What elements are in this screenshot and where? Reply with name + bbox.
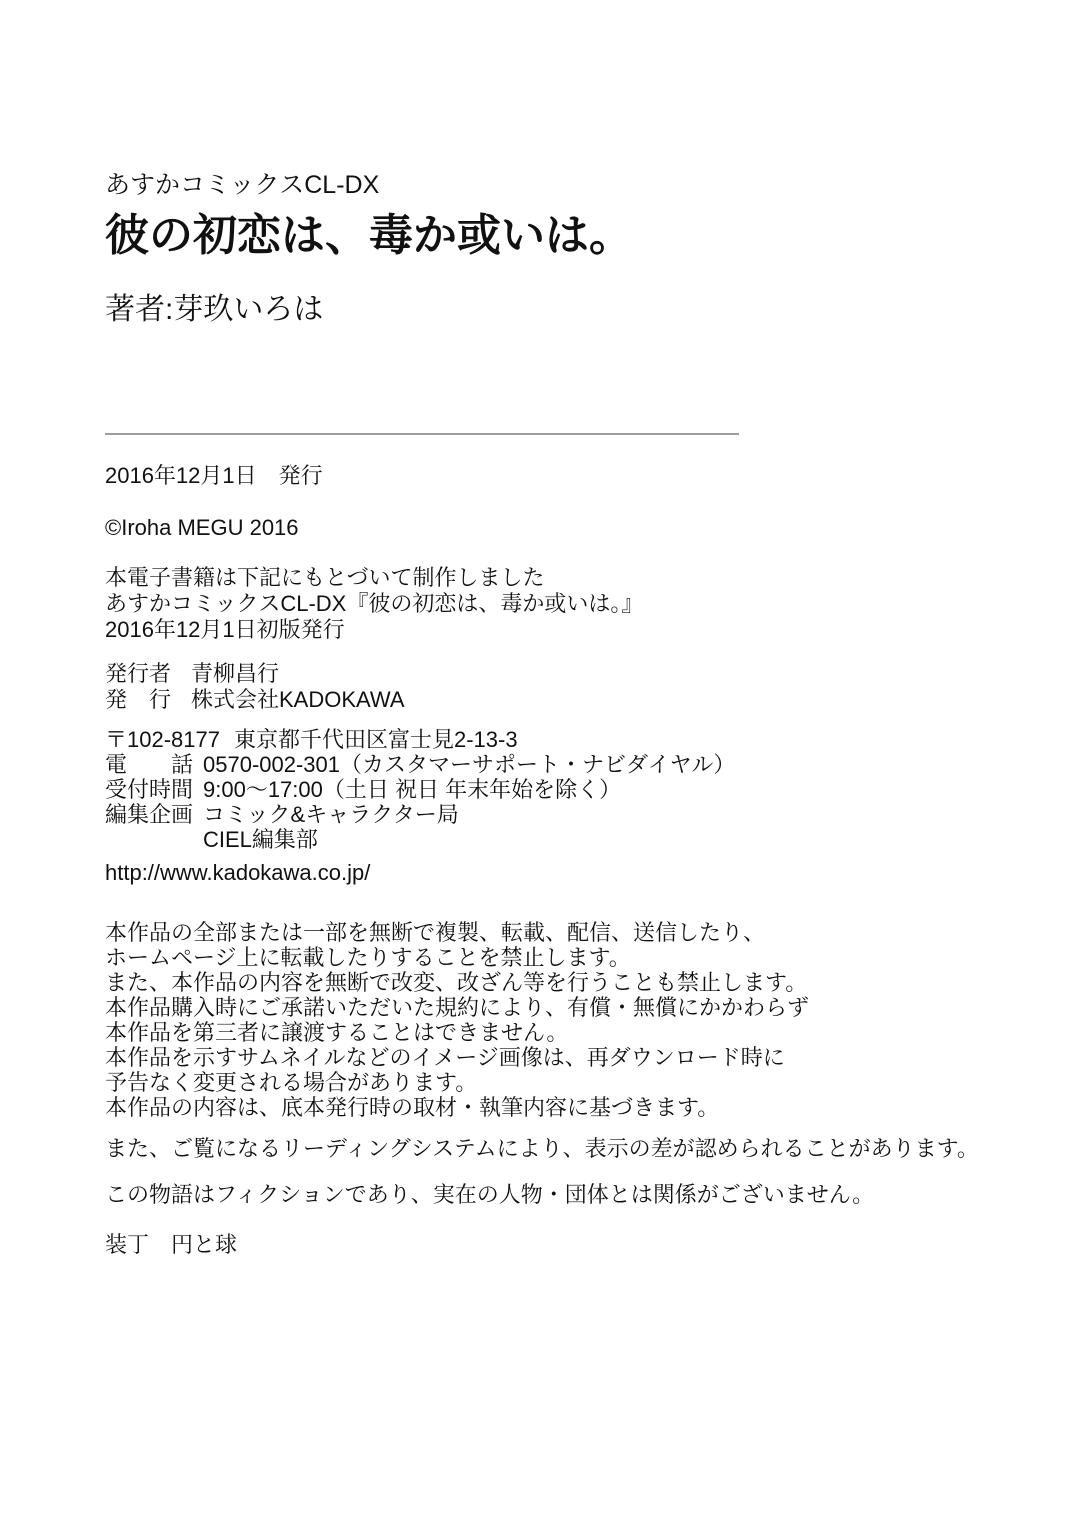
row-label: 受付時間 <box>105 777 194 802</box>
legal-text-line: 本作品の全部または一部を無断で複製、転載、配信、送信したり、 <box>105 920 766 945</box>
book-title: 彼の初恋は、毒か或いは。 <box>105 211 633 260</box>
row-value: 9:00～17:00（土日 祝日 年末年始を除く） <box>203 777 622 802</box>
publisher-block <box>105 661 985 713</box>
source-note-line: 2016年12月1日初版発行 <box>105 617 345 642</box>
contact-row <box>105 827 985 852</box>
row-value: CIEL編集部 <box>203 827 318 852</box>
row-value: 青柳昌行 <box>191 661 280 686</box>
source-note <box>105 565 985 643</box>
contact-block <box>105 727 985 852</box>
source-note-line: あすかコミックスCL-DX『彼の初恋は、毒か或いは。』 <box>105 591 644 616</box>
legal-text-line: 本作品を第三者に譲渡することはできません。 <box>105 1020 569 1045</box>
copyright-line: ©Iroha MEGU 2016 <box>105 515 299 540</box>
address-row <box>105 727 985 752</box>
row-value: 東京都千代田区富士見2-13-3 <box>233 727 518 752</box>
source-note-line: 本電子書籍は下記にもとづいて制作しました <box>105 565 545 590</box>
contact-row <box>105 752 985 777</box>
legal-text-line: 本作品購入時にご承諾いただいた規約により、有償・無償にかかわらず <box>105 995 810 1020</box>
row-label: 電 話 <box>105 752 194 777</box>
row-value: 0570-002-301（カスタマーサポート・ナビダイヤル） <box>203 752 736 777</box>
legal-notice <box>105 920 985 1120</box>
contact-row <box>105 802 985 827</box>
author-line: 著者:芽玖いろは <box>105 293 324 326</box>
publisher-row <box>105 661 985 687</box>
legal-text-line: ホームページ上に転載したりすることを禁止します。 <box>105 945 631 970</box>
publication-date: 2016年12月1日 発行 <box>105 463 323 488</box>
row-value: 株式会社KADOKAWA <box>191 687 405 712</box>
row-label: 発 行 <box>105 687 172 712</box>
legal-text-line: 予告なく変更される場合があります。 <box>105 1070 478 1095</box>
contact-row <box>105 777 985 802</box>
legal-text-line: 本作品を示すサムネイルなどのイメージ画像は、再ダウンロード時に <box>105 1045 785 1070</box>
imprint-label: あすかコミックスCL-DX <box>105 171 380 199</box>
row-label: 〒102-8177 <box>105 727 220 752</box>
legal-text-line: 本作品の内容は、底本発行時の取材・執筆内容に基づきます。 <box>105 1095 720 1120</box>
row-value: コミック&キャラクター局 <box>203 802 459 827</box>
publisher-url: http://www.kadokawa.co.jp/ <box>105 860 371 885</box>
colophon-content <box>105 0 985 1258</box>
legal-text-line: また、本作品の内容を無断で改変、改ざん等を行うことも禁止します。 <box>105 970 808 995</box>
row-label: 発行者 <box>105 661 172 686</box>
divider-line <box>105 433 739 435</box>
fiction-disclaimer: この物語はフィクションであり、実在の人物・団体とは関係がございません。 <box>105 1182 875 1207</box>
publisher-row <box>105 687 985 713</box>
row-label: 編集企画 <box>105 802 194 827</box>
design-credit: 装丁 円と球 <box>105 1232 238 1257</box>
reading-system-note: また、ご覧になるリーディングシステムにより、表示の差が認められることがあります。 <box>105 1136 979 1161</box>
